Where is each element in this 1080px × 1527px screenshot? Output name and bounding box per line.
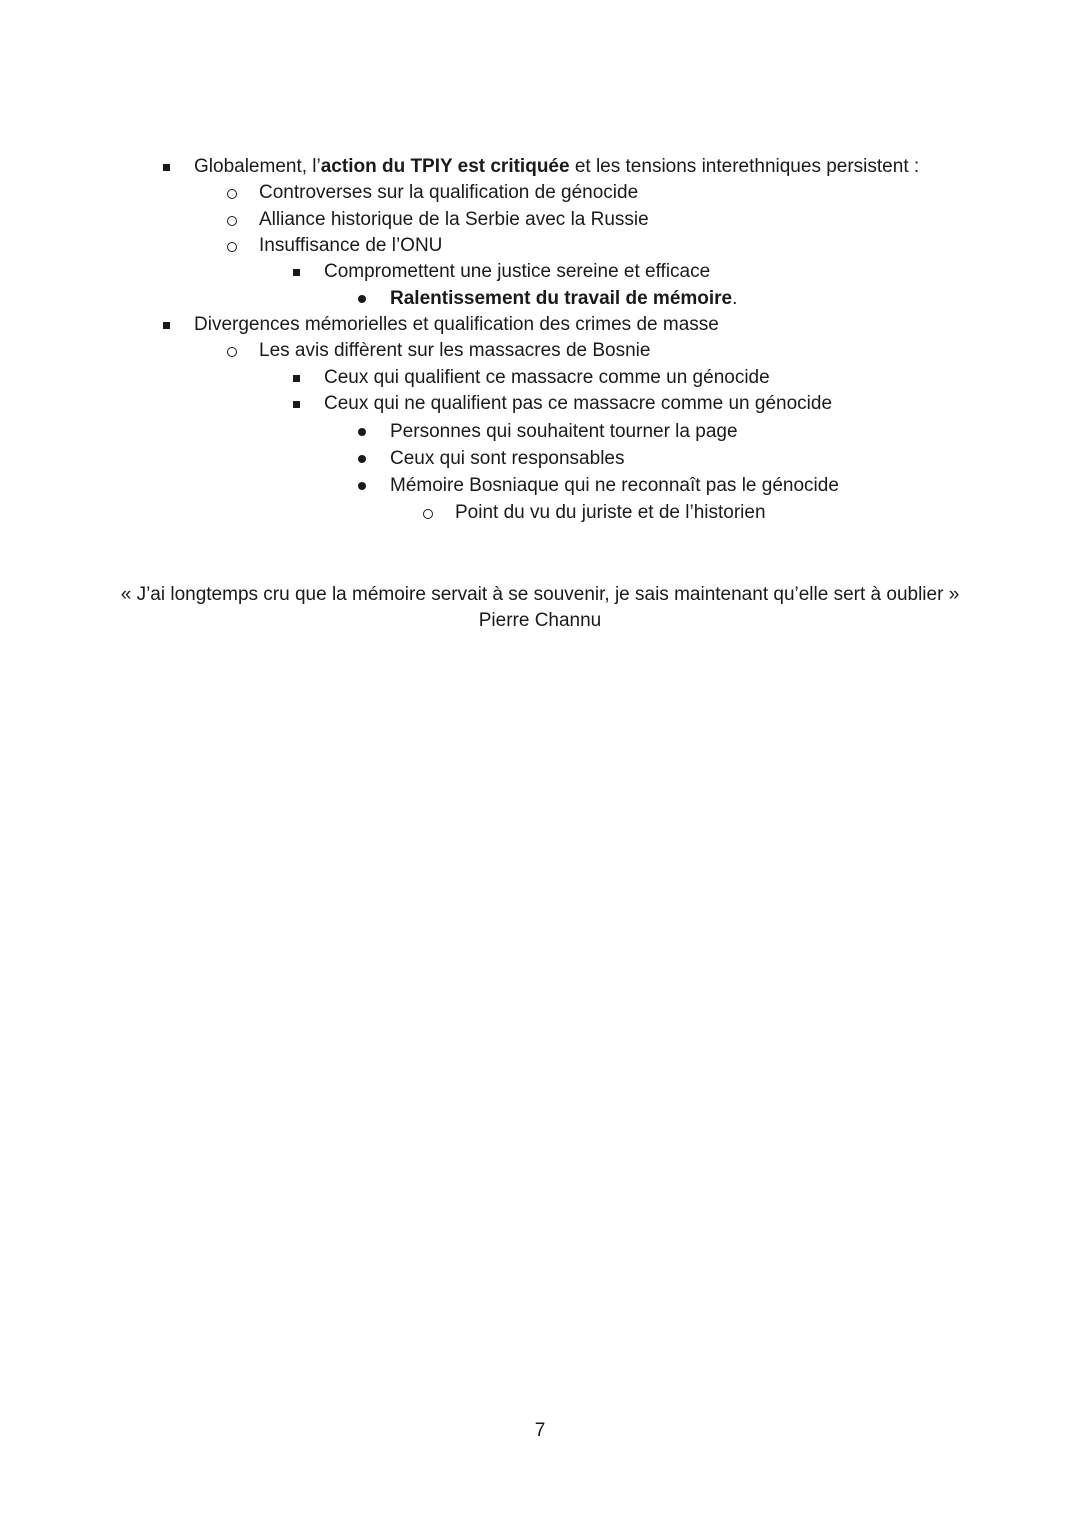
subitem-text: Personnes qui souhaitent tourner la page (390, 421, 738, 442)
subitem-text: Ceux qui qualifient ce massacre comme un génocide (324, 367, 770, 388)
subitem-text: Insuffisance de l’ONU (259, 235, 443, 256)
outline-item-2 (160, 312, 780, 338)
item-1-bold-text: action du TPIY est critiquée (320, 156, 570, 177)
subitem-bold-text: Ralentissement du travail de mémoire (390, 288, 733, 309)
quote-text: « J’ai longtemps cru que la mémoire servait à se souvenir, je sais maintenant qu’elle sert à oublier » (120, 584, 960, 605)
subitem-text: Ceux qui ne qualifient pas ce massacre comme un génocide (324, 393, 833, 414)
subitem-text: Compromettent une justice sereine et efficace (324, 261, 711, 282)
square-bullet-icon (293, 375, 300, 382)
outline-subitem-1-3-1-1 (356, 286, 806, 312)
circle-bullet-icon (227, 242, 237, 252)
subitem-text: Alliance historique de la Serbie avec la Russie (259, 209, 649, 230)
square-bullet-icon (293, 401, 300, 408)
outline-subitem-2-1 (225, 338, 725, 364)
outline-subitem-1-3 (225, 233, 725, 259)
circle-bullet-icon (227, 347, 237, 357)
outline-item-2-text: Divergences mémorielles et qualification des crimes de masse (194, 314, 719, 335)
disc-bullet-icon (358, 455, 366, 463)
subitem-text: Mémoire Bosniaque qui ne reconnaît pas le génocide (390, 475, 839, 496)
outline-subitem-2-1-2-1 (356, 419, 776, 445)
subitem-suffix: . (732, 288, 738, 309)
outline-subitem-2-1-2 (291, 391, 851, 417)
outline-subitem-1-3-1 (291, 259, 791, 285)
outline-subitem-2-1-2-2 (356, 446, 776, 472)
subitem-text (390, 286, 737, 312)
outline-subitem-2-1-1 (291, 365, 811, 391)
square-bullet-icon (163, 322, 170, 329)
quote-author: Pierre Channu (478, 610, 602, 631)
item-1-prefix: Globalement, l’ (194, 156, 321, 177)
subitem-text: Les avis diffèrent sur les massacres de Bosnie (259, 340, 651, 361)
outline-subitem-2-1-2-3-1 (421, 500, 821, 526)
subitem-text: Controverses sur la qualification de génocide (259, 182, 639, 203)
outline-subitem-1-1 (225, 180, 725, 206)
disc-bullet-icon (358, 428, 366, 436)
square-bullet-icon (293, 269, 300, 276)
outline-item-1-text (194, 154, 919, 180)
circle-bullet-icon (227, 189, 237, 199)
item-1-suffix: et les tensions interethniques persistent : (569, 156, 920, 177)
circle-bullet-icon (227, 216, 237, 226)
outline-subitem-2-1-2-3 (356, 473, 856, 499)
outline-item-1 (160, 154, 920, 180)
disc-bullet-icon (358, 482, 366, 490)
square-bullet-icon (163, 164, 170, 171)
circle-bullet-icon (423, 509, 433, 519)
subitem-text: Point du vu du juriste et de l’historien (455, 502, 766, 523)
outline-subitem-1-2 (225, 207, 725, 233)
disc-bullet-icon (358, 295, 366, 303)
subitem-text: Ceux qui sont responsables (390, 448, 625, 469)
page-number: 7 (534, 1420, 546, 1441)
